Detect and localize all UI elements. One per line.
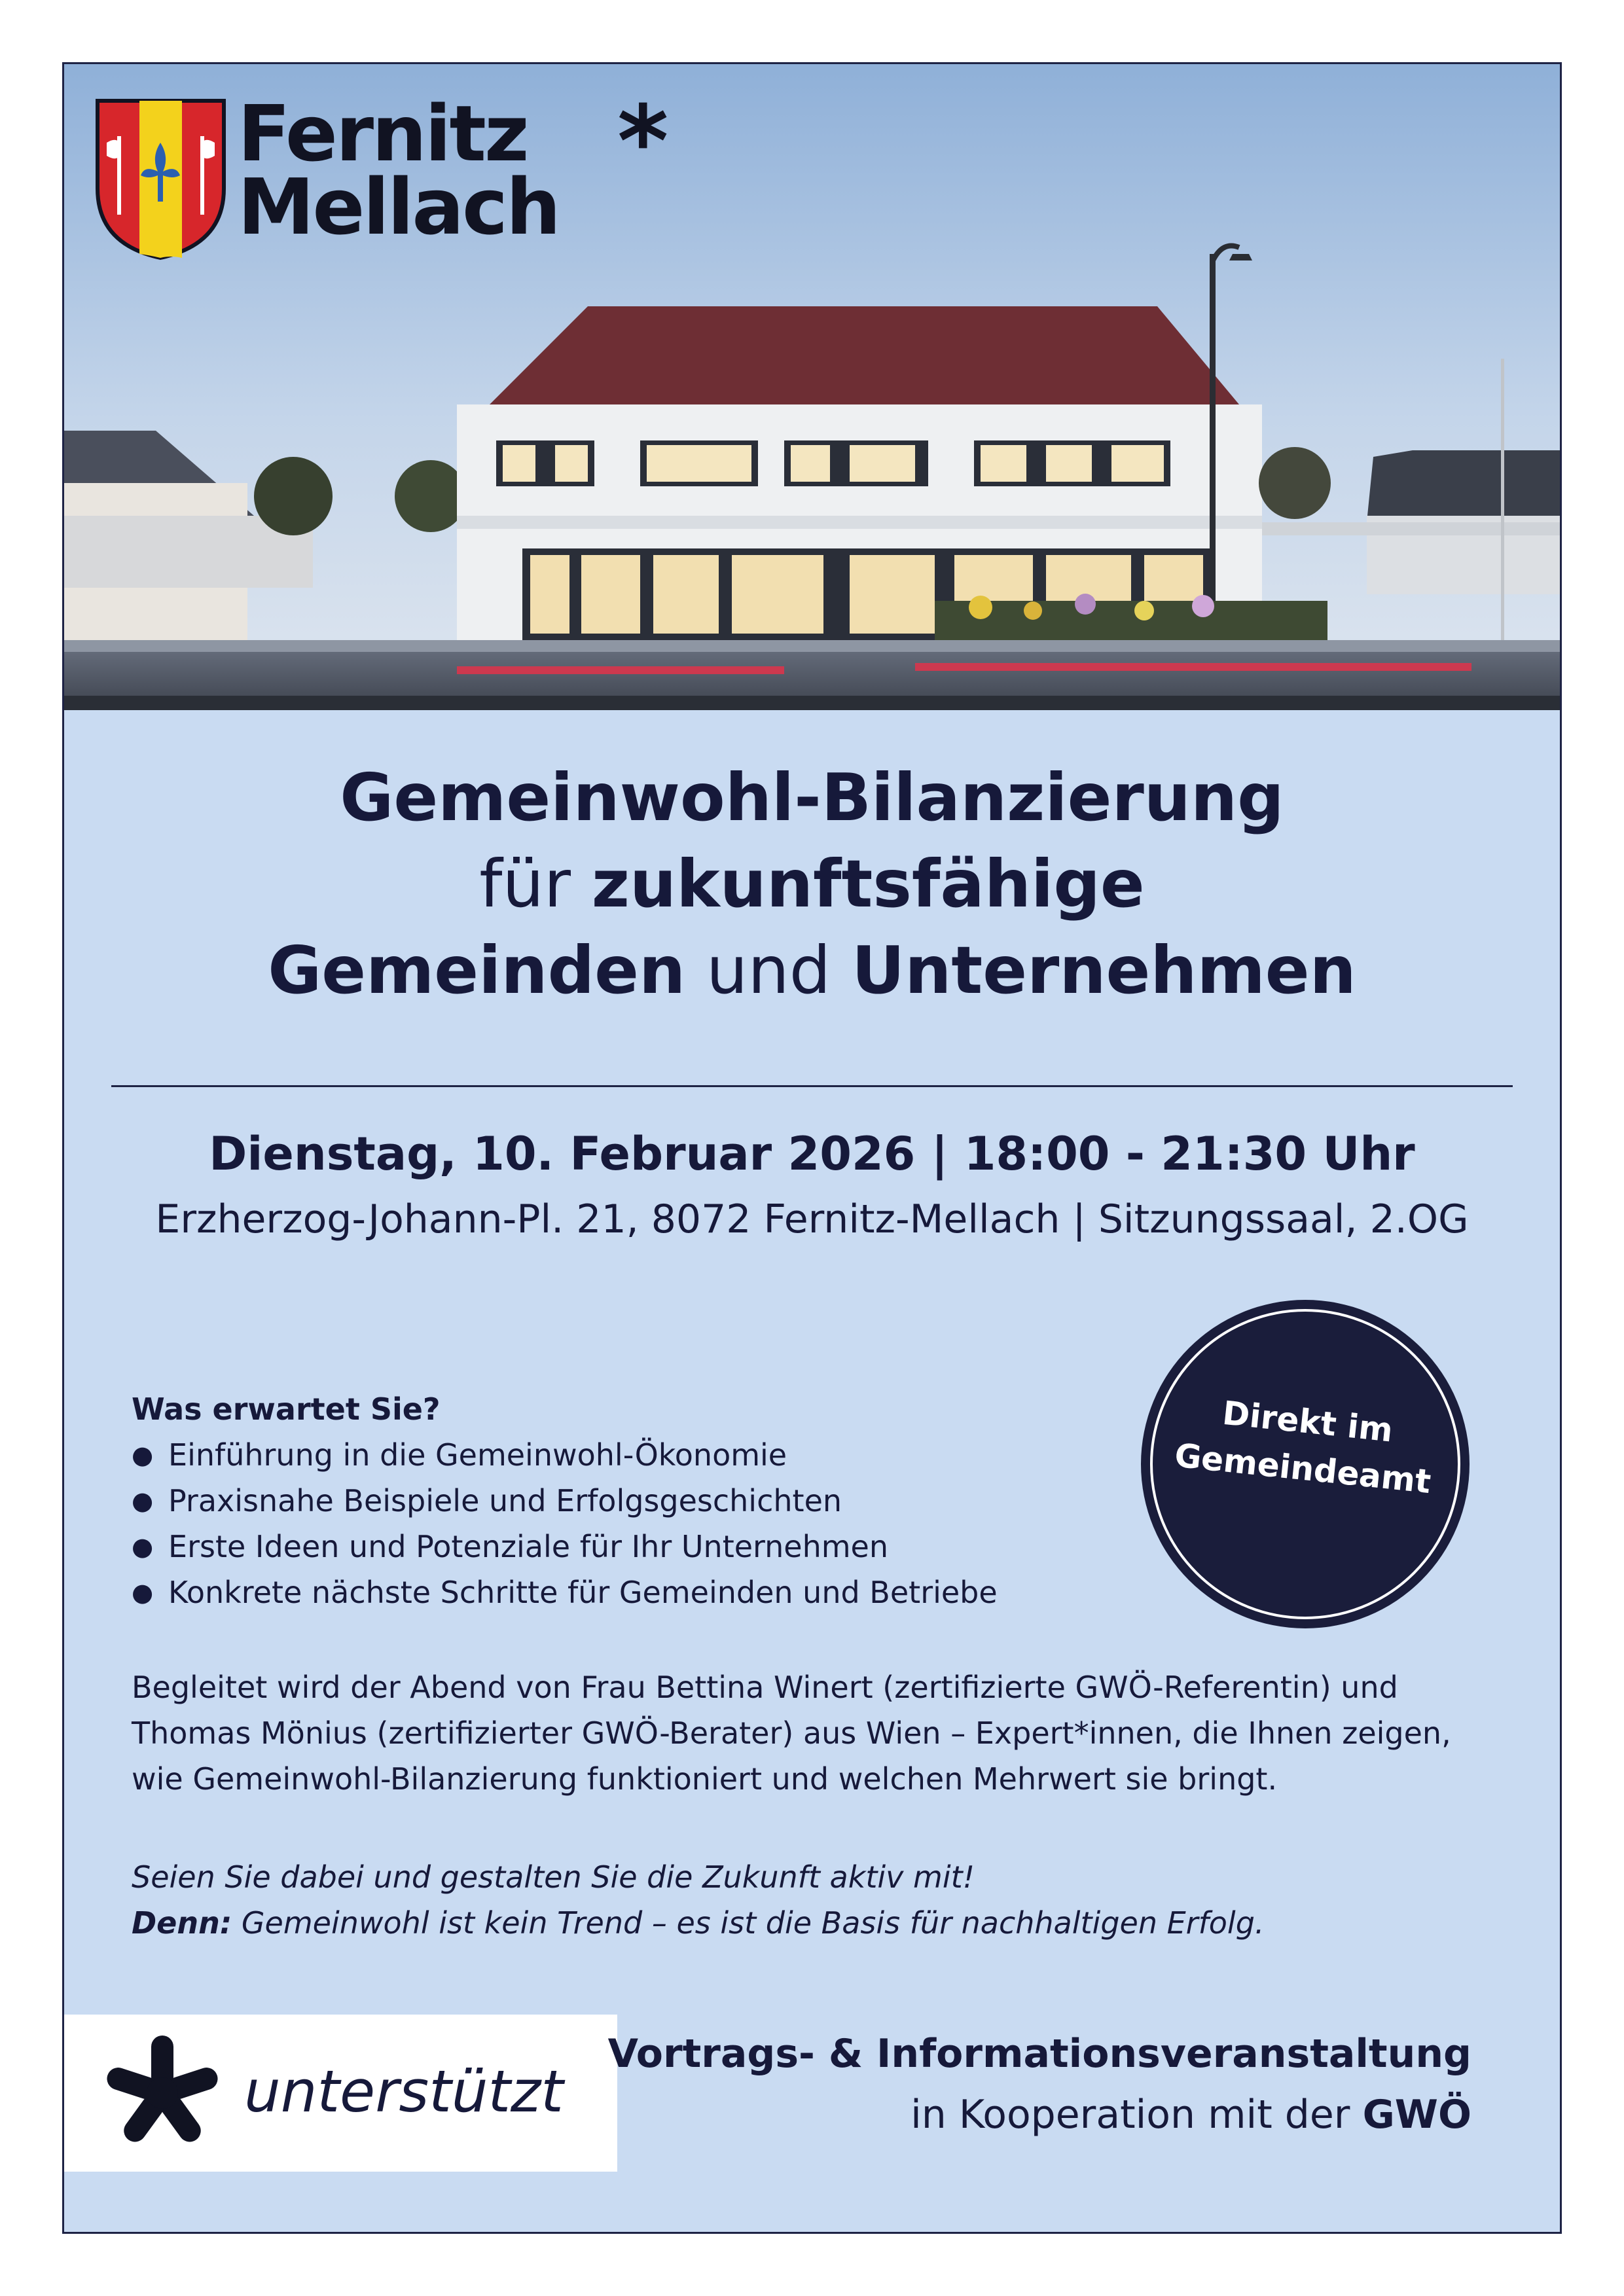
closing-text bbox=[132, 1854, 1506, 1946]
title-unternehmen: Unternehmen bbox=[852, 932, 1356, 1009]
asterisk-icon bbox=[97, 2028, 228, 2159]
title-und: und bbox=[706, 932, 831, 1009]
support-label: unterstützt bbox=[244, 2058, 564, 2125]
description-line-1: Begleitet wird der Abend von Frau Bettina Winert (zertifizierte GWÖ-Referentin) und bbox=[132, 1670, 1398, 1705]
footer-cooperation bbox=[911, 2089, 1471, 2141]
divider bbox=[111, 1085, 1513, 1087]
title-zukunftsfaehige: zukunftsfähige bbox=[591, 846, 1145, 922]
event-location: Erzherzog-Johann-Pl. 21, 8072 Fernitz-Mellach | Sitzungssaal, 2.OG bbox=[155, 1196, 1469, 1242]
description-line-3: wie Gemeinwohl-Bilanzierung funktioniert und welchen Mehrwert sie bringt. bbox=[132, 1761, 1278, 1797]
logo-line-mellach: Mellach bbox=[238, 162, 559, 252]
closing-line-1: Seien Sie dabei und gestalten Sie die Zukunft aktiv mit! bbox=[132, 1859, 975, 1895]
title-line-1: Gemeinwohl-Bilanzierung bbox=[340, 759, 1284, 836]
closing-line-2: Gemeinwohl ist kein Trend – es ist die Basis für nachhaltigen Erfolg. bbox=[232, 1905, 1265, 1941]
title-gemeinden: Gemeinden bbox=[268, 932, 686, 1009]
event-date-time: Dienstag, 10. Februar 2026 | 18:00 - 21:30 Uhr bbox=[209, 1127, 1415, 1181]
expectations-section bbox=[132, 1386, 1480, 1615]
logo-line-fernitz: Fernitz bbox=[238, 88, 528, 179]
badge-line-2: Gemeindeamt bbox=[1172, 1436, 1433, 1501]
list-item: ● Erste Ideen und Potenziale für Ihr Unternehmen bbox=[132, 1524, 1480, 1570]
support-box bbox=[64, 2015, 617, 2172]
footer-event-type: Vortrags- & Informationsveranstaltung bbox=[607, 2031, 1471, 2077]
description-line-2: Thomas Mönius (zertifizierter GWÖ-Berater) aus Wien – Expert*innen, die Ihnen zeigen, bbox=[132, 1715, 1451, 1751]
badge-line-1: Direkt im bbox=[1220, 1393, 1395, 1450]
logo-asterisk: * bbox=[617, 85, 669, 199]
poster bbox=[62, 62, 1562, 2234]
event-title bbox=[64, 755, 1560, 1014]
expectations-heading: Was erwartet Sie? bbox=[132, 1391, 441, 1427]
list-item: ● Konkrete nächste Schritte für Gemeinden und Betriebe bbox=[132, 1570, 1480, 1615]
list-item: ● Einführung in die Gemeinwohl-Ökonomie bbox=[132, 1432, 1480, 1478]
expectations-list bbox=[132, 1432, 1480, 1615]
coat-of-arms-icon bbox=[94, 97, 228, 260]
footer-cooperation-text: in Kooperation mit der bbox=[911, 2092, 1350, 2138]
description-paragraph bbox=[132, 1664, 1506, 1802]
closing-denn: Denn: bbox=[132, 1905, 232, 1941]
title-fuer: für bbox=[479, 846, 571, 922]
list-item: ● Praxisnahe Beispiele und Erfolgsgeschichten bbox=[132, 1478, 1480, 1524]
footer-gwoe: GWÖ bbox=[1362, 2092, 1471, 2138]
municipality-logo bbox=[94, 85, 670, 267]
